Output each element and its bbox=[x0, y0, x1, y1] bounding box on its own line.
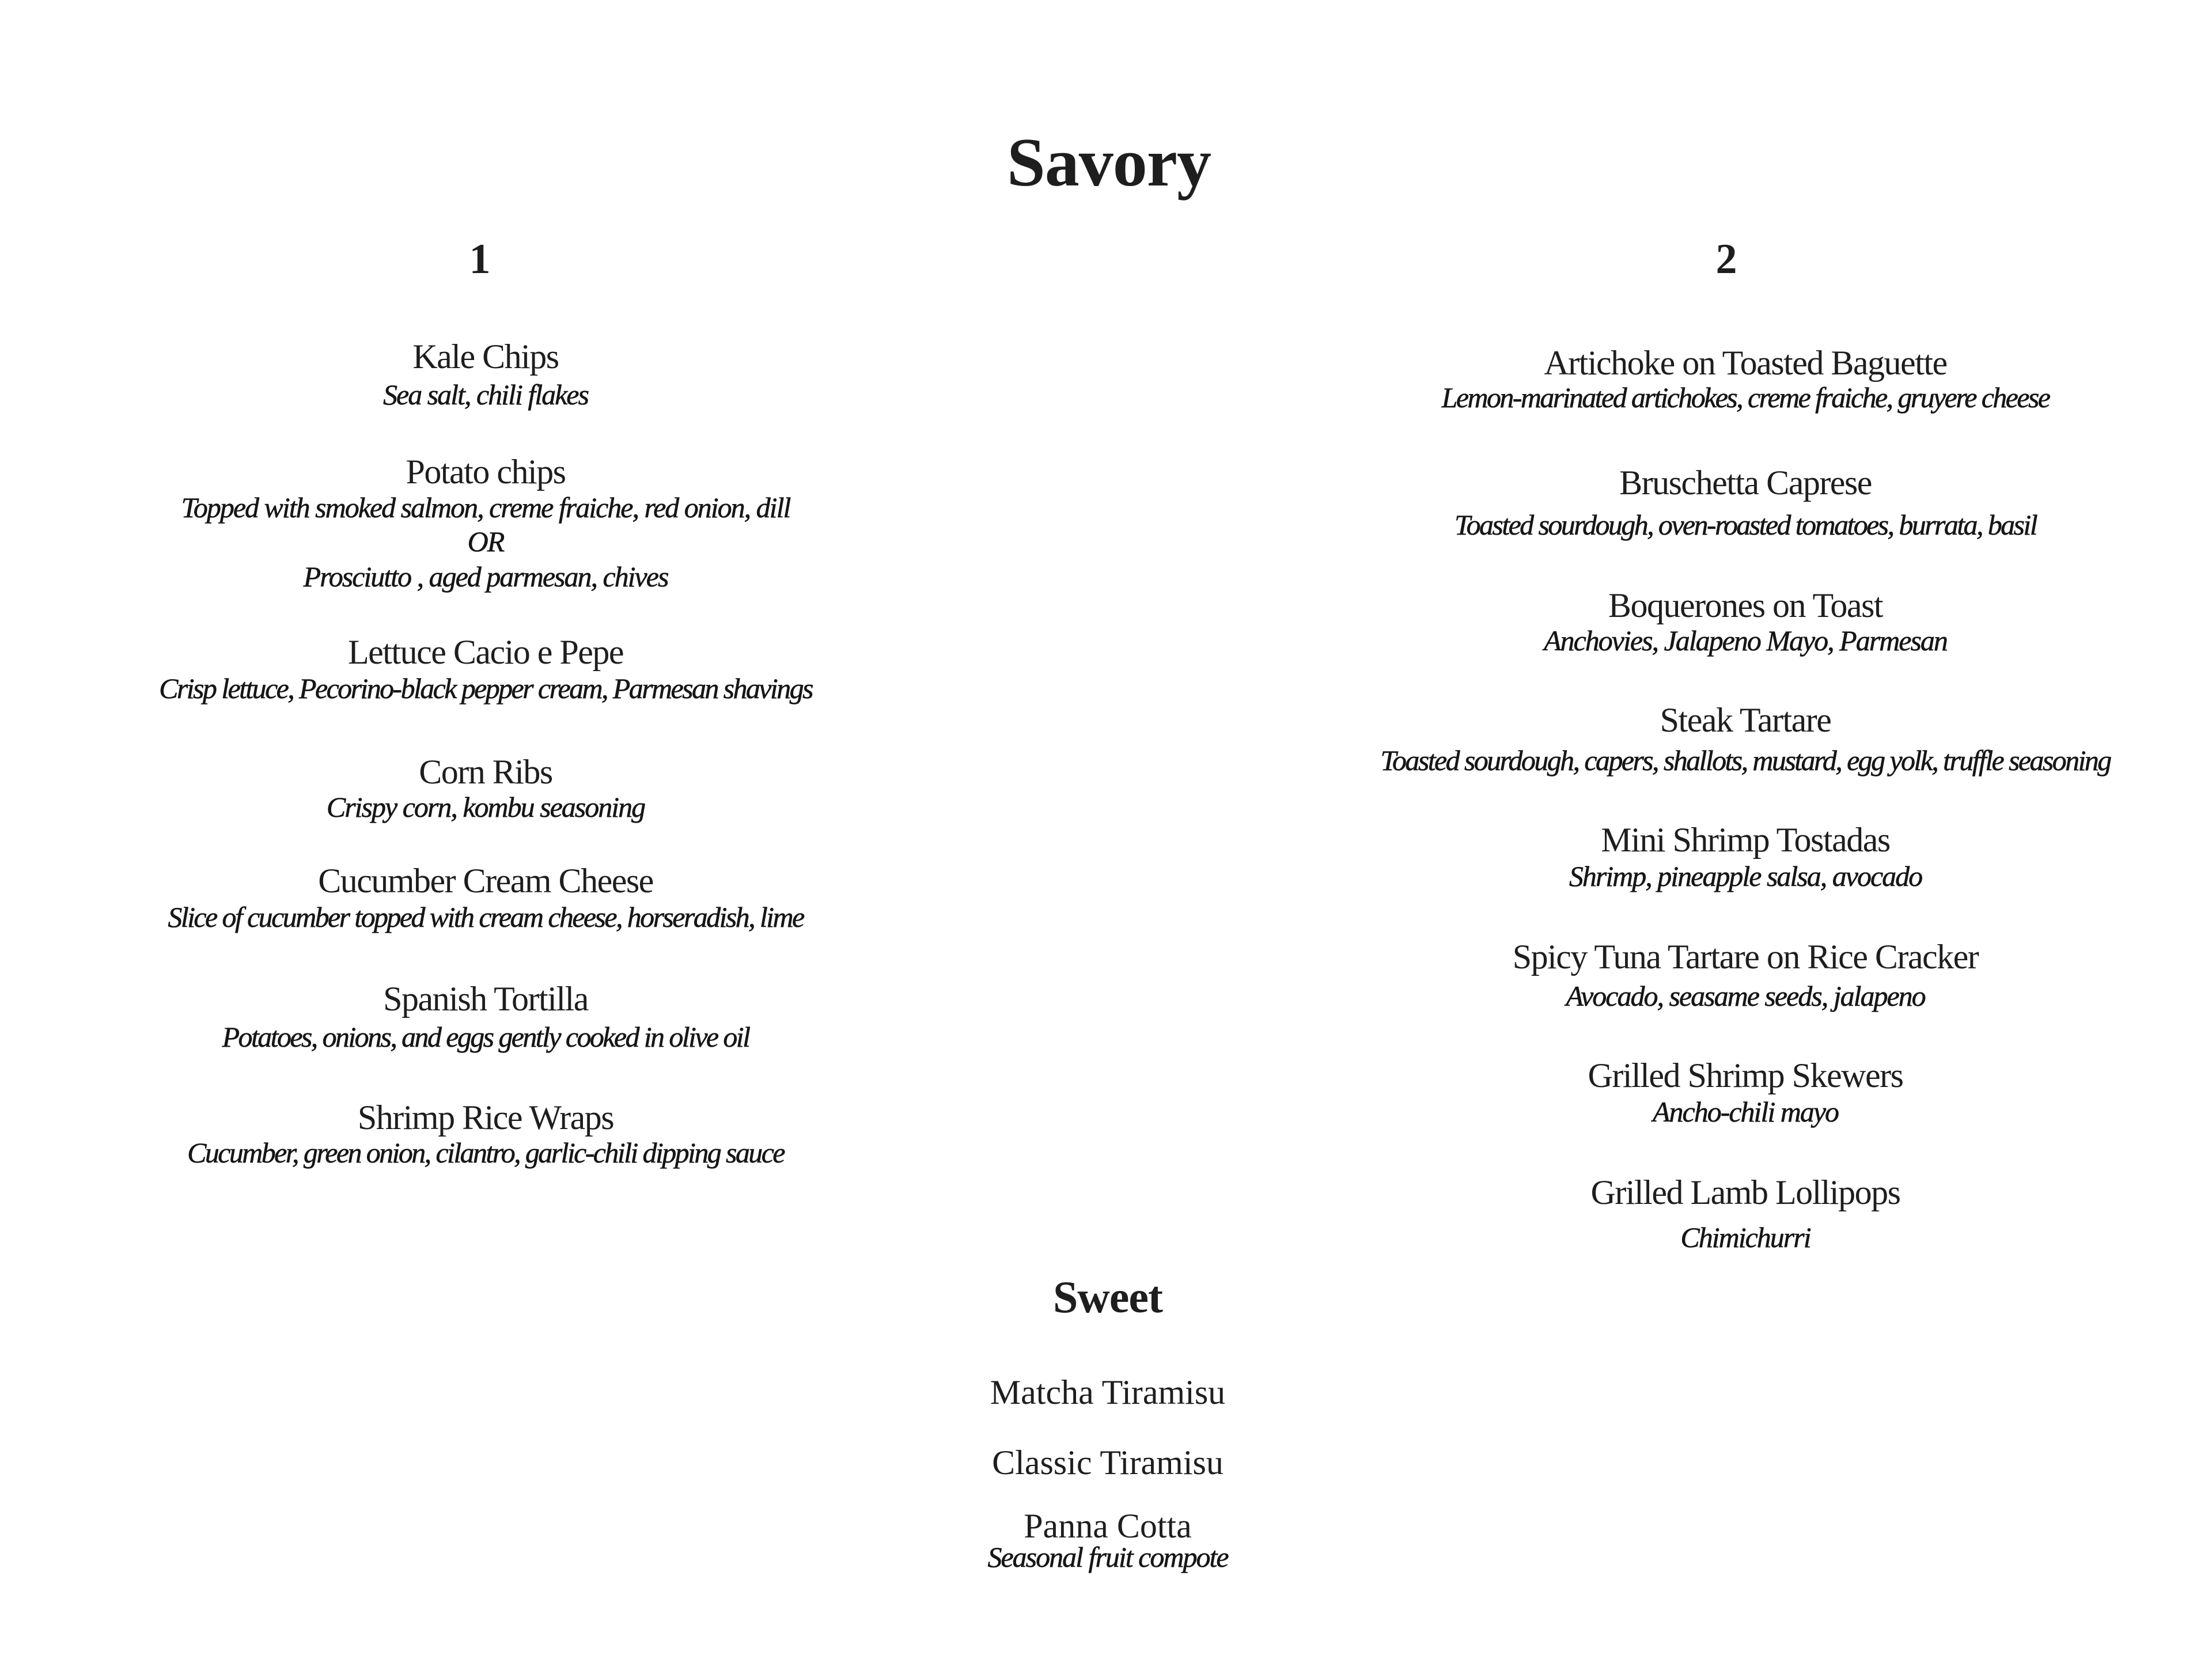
menu-item-description: Cucumber, green onion, cilantro, garlic-chili dipping sauce bbox=[187, 1137, 784, 1169]
menu-item-name: Matcha Tiramisu bbox=[990, 1373, 1226, 1411]
menu-item-name: Grilled Lamb Lollipops bbox=[1590, 1173, 1900, 1211]
menu-item-description: Shrimp, pineapple salsa, avocado bbox=[1569, 860, 1922, 892]
menu-item-description: Seasonal fruit compote bbox=[987, 1541, 1228, 1573]
section-title-savory: Savory bbox=[1007, 124, 1211, 200]
menu-item-name: Potato chips bbox=[406, 453, 566, 491]
menu-item-description: Anchovies, Jalapeno Mayo, Parmesan bbox=[1544, 624, 1947, 657]
menu-item-description: Avocado, seasame seeds, jalapeno bbox=[1566, 980, 1925, 1012]
menu-item-description: Toasted sourdough, oven-roasted tomatoes, burrata, basil bbox=[1455, 509, 2036, 541]
menu-item-description: Slice of cucumber topped with cream cheese, horseradish, lime bbox=[168, 901, 804, 933]
menu-item-name: Grilled Shrimp Skewers bbox=[1588, 1056, 1903, 1094]
column-number: 2 bbox=[1715, 236, 1737, 283]
menu-item-name: Boquerones on Toast bbox=[1608, 586, 1883, 624]
menu-item-name: Shrimp Rice Wraps bbox=[357, 1099, 614, 1137]
menu-item-name: Cucumber Cream Cheese bbox=[318, 862, 653, 900]
menu-item-description: Crisp lettuce, Pecorino-black pepper cream, Parmesan shavings bbox=[159, 672, 812, 704]
menu-item-name: Corn Ribs bbox=[419, 753, 552, 791]
menu-item-description: Crispy corn, kombu seasoning bbox=[326, 791, 645, 823]
section-title-sweet: Sweet bbox=[1053, 1272, 1162, 1322]
menu-item-name: Artichoke on Toasted Baguette bbox=[1544, 344, 1947, 382]
column-number: 1 bbox=[469, 236, 491, 283]
menu-item-name: Steak Tartare bbox=[1660, 701, 1831, 739]
menu-item-description: Sea salt, chili flakes bbox=[383, 378, 588, 411]
menu-item-name: Panna Cotta bbox=[1024, 1507, 1192, 1545]
menu-item-description: Chimichurri bbox=[1680, 1221, 1810, 1253]
menu-item-description-or: OR bbox=[467, 525, 504, 558]
menu-item-description: Lemon-marinated artichokes, creme fraiche, gruyere cheese bbox=[1441, 381, 2050, 414]
menu-item-description: Potatoes, onions, and eggs gently cooked in olive oil bbox=[222, 1021, 749, 1053]
menu-item-description: Prosciutto , aged parmesan, chives bbox=[303, 560, 668, 593]
menu-item-name: Lettuce Cacio e Pepe bbox=[347, 633, 624, 671]
menu-item-description: Toasted sourdough, capers, shallots, mustard, egg yolk, truffle seasoning bbox=[1380, 744, 2111, 777]
menu-item-name: Kale Chips bbox=[412, 338, 559, 376]
menu-item-description: Ancho-chili mayo bbox=[1652, 1096, 1839, 1128]
menu-item-name: Bruschetta Caprese bbox=[1619, 464, 1872, 502]
menu-item-name: Mini Shrimp Tostadas bbox=[1601, 821, 1890, 859]
menu-item-description: Topped with smoked salmon, creme fraiche, red onion, dill bbox=[181, 491, 790, 524]
menu-item-name: Spanish Tortilla bbox=[383, 980, 588, 1018]
menu-item-name: Classic Tiramisu bbox=[992, 1444, 1224, 1482]
menu-item-name: Spicy Tuna Tartare on Rice Cracker bbox=[1512, 938, 1979, 976]
